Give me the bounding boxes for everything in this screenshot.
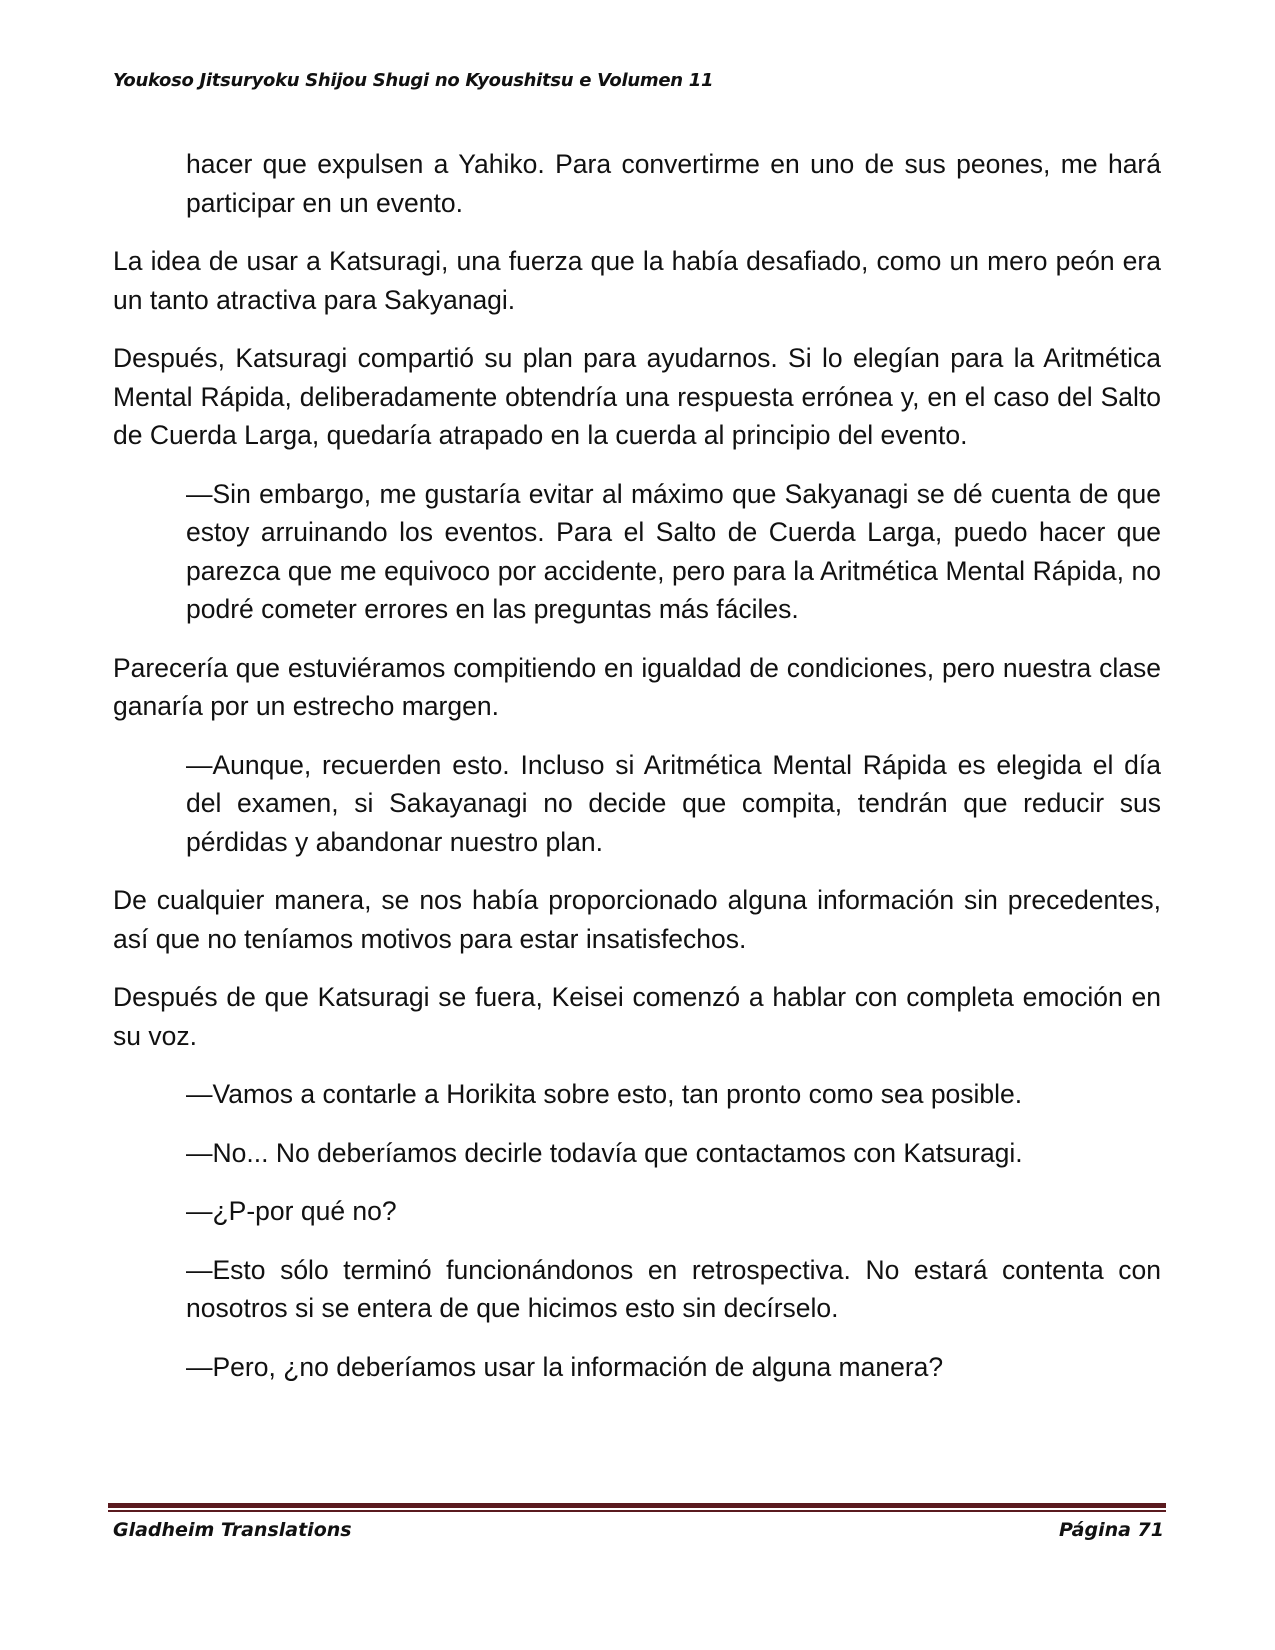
paragraph-1: hacer que expulsen a Yahiko. Para convertirme en uno de sus peones, me hará participar en un evento. [186,149,1161,218]
paragraph-3: Después, Katsuragi compartió su plan para ayudarnos. Si lo elegían para la Aritmética Mental Rápida, deliberadamente obtendría una respuesta errónea y, en el caso del Salto de Cuerda Larga, quedaría atrapado en la cuerda al principio del evento. [113,343,1161,450]
paragraph-8: Después de que Katsuragi se fuera, Keisei comenzó a hablar con completa emoción en su voz. [113,982,1161,1051]
footer-divider [108,1503,1166,1512]
paragraph-7: De cualquier manera, se nos había proporcionado alguna información sin precedentes, así que no teníamos motivos para estar insatisfechos. [113,885,1161,954]
footer-divider-thin [108,1510,1166,1512]
paragraph-11: —¿P-por qué no? [186,1196,397,1226]
page-body [113,145,1161,1406]
paragraph-6: —Aunque, recuerden esto. Incluso si Aritmética Mental Rápida es elegida el día del examen, si Sakayanagi no decide que compita, tendrán que reducir sus pérdidas y abandonar nuestro plan. [186,749,1161,857]
paragraph-13: —Pero, ¿no deberíamos usar la información de alguna manera? [186,1351,944,1382]
page-header-title: Youkoso Jitsuryoku Shijou Shugi no Kyoushitsu e Volumen 11 [113,70,714,91]
paragraph-10: —No... No deberíamos decirle todavía que contactamos con Katsuragi. [186,1137,1023,1168]
paragraph-9: —Vamos a contarle a Horikita sobre esto, tan pronto como sea posible. [186,1079,1023,1109]
footer-page-number: Página 71 [1058,1519,1164,1541]
paragraph-4: —Sin embargo, me gustaría evitar al máximo que Sakyanagi se dé cuenta de que estoy arruinando los eventos. Para el Salto de Cuerda Larga, puedo hacer que parezca que me equivoco por accidente, pero para la Aritmética Mental Rápida, no podré cometer errores en las preguntas más fáciles. [186,478,1161,624]
paragraph-5: Parecería que estuviéramos compitiendo en igualdad de condiciones, pero nuestra clase ganaría por un estrecho margen. [113,652,1161,721]
paragraph-2: La idea de usar a Katsuragi, una fuerza que la había desafiado, como un mero peón era un tanto atractiva para Sakyanagi. [113,246,1161,315]
paragraph-12: —Esto sólo terminó funcionándonos en retrospectiva. No estará contenta con nosotros si se entera de que hicimos esto sin decírselo. [186,1254,1161,1323]
footer-translator: Gladheim Translations [113,1519,352,1541]
footer-divider-thick [108,1503,1166,1508]
